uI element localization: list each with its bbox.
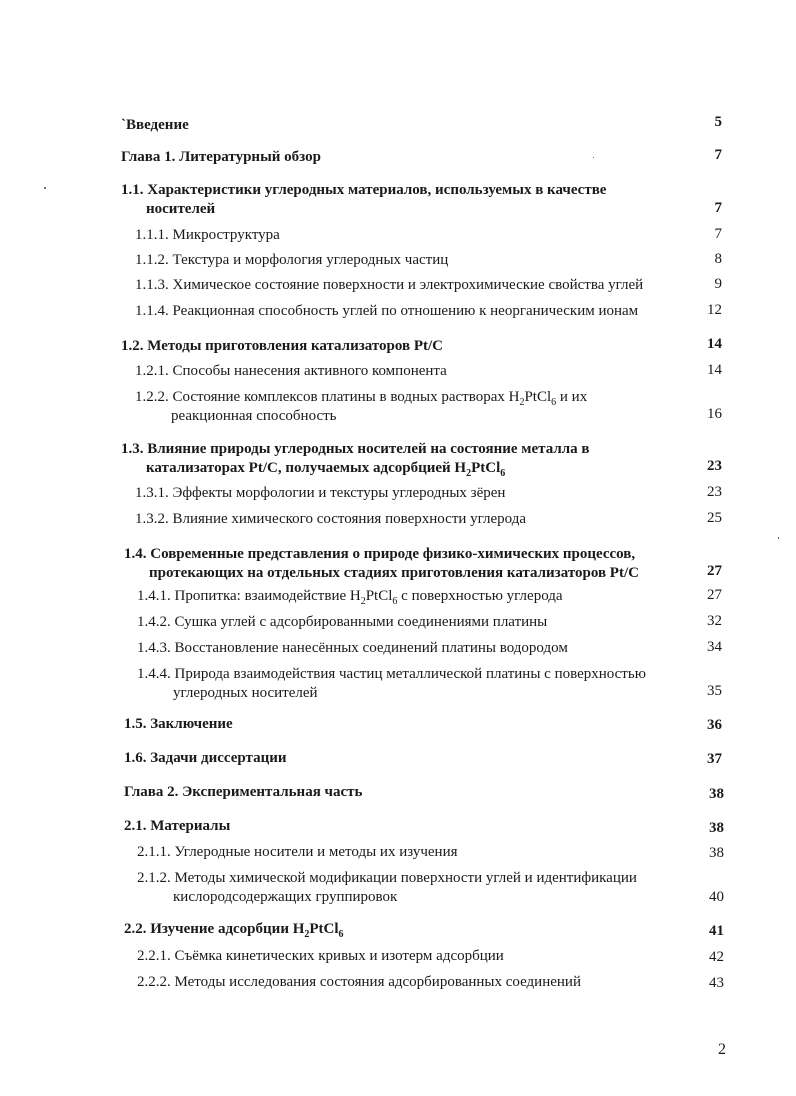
toc-page-number: 7 <box>714 200 722 216</box>
toc-entry-1-1-3: 1.1.3. Химическое состояние поверхности и электрохимические свойства углей <box>135 277 644 293</box>
toc-entry-1-3-2: 1.3.2. Влияние химического состояния поверхности углерода <box>135 511 527 527</box>
toc-page-number: 43 <box>709 975 724 991</box>
toc-page-number: 12 <box>707 302 722 318</box>
toc-entry-1-1: 1.1. Характеристики углеродных материалов, используемых в качестве носителей <box>121 182 607 217</box>
toc-page-number: 35 <box>707 683 722 699</box>
toc-entry-1-2-1: 1.2.1. Способы нанесения активного компонента <box>135 363 447 379</box>
toc-entry-2-1-1: 2.1.1. Углеродные носители и методы их изучения <box>137 844 458 860</box>
toc-entry-1-2: 1.2. Методы приготовления катализаторов Pt/C <box>121 338 444 354</box>
toc-page-number: 9 <box>714 276 722 292</box>
toc-entry-1-5: 1.5. Заключение <box>124 716 233 732</box>
toc-entry-1-4: 1.4. Современные представления о природе физико-химических процессов, протекающих на отдельных стадиях приготовления катализаторов Pt/C <box>124 546 639 581</box>
scan-speck <box>593 157 594 158</box>
toc-entry-1-4-4: 1.4.4. Природа взаимодействия частиц металлической платины с поверхностью углеродных носителей <box>137 666 646 701</box>
toc-entry-1-3-1: 1.3.1. Эффекты морфологии и текстуры углеродных зёрен <box>135 485 506 501</box>
toc-page-number: 42 <box>709 949 724 965</box>
toc-entry-1-1-1: 1.1.1. Микроструктура <box>135 227 280 243</box>
toc-entry-2-2-1: 2.2.1. Съёмка кинетических кривых и изотерм адсорбции <box>137 948 504 964</box>
toc-page-number: 41 <box>709 923 724 939</box>
toc-page-number: 38 <box>709 820 724 836</box>
toc-entry-2-2: 2.2. Изучение адсорбции $H_2PtCl_6$ <box>124 921 344 940</box>
scan-speck <box>44 187 46 189</box>
toc-page-number: 25 <box>707 510 722 526</box>
toc-entry-chapter-1: Глава 1. Литературный обзор <box>121 149 321 165</box>
toc-page-number: 14 <box>707 362 722 378</box>
toc-entry-1-6: 1.6. Задачи диссертации <box>124 750 287 766</box>
toc-entry-2-2-2: 2.2.2. Методы исследования состояния адсорбированных соединений <box>137 974 581 990</box>
toc-entry-1-2-2: 1.2.2. Состояние комплексов платины в водных растворах $H_2PtCl_6$ и их реакционная способность <box>135 389 588 424</box>
toc-page-number: 7 <box>714 226 722 242</box>
toc-entry-2-1: 2.1. Материалы <box>124 818 231 834</box>
toc-entry-chapter-2: Глава 2. Экспериментальная часть <box>124 784 363 800</box>
toc-page-number: 32 <box>707 613 722 629</box>
toc-page-number: 38 <box>709 845 724 861</box>
toc-entry-1-3: 1.3. Влияние природы углеродных носителей на состояние металла в катализаторах Pt/C, получаемых адсорбцией $H_2PtCl_6$ <box>121 441 590 479</box>
toc-page-number: 8 <box>714 251 722 267</box>
toc-entry-introduction: `Введение <box>121 117 189 133</box>
toc-page-number: 37 <box>707 751 722 767</box>
toc-entry-1-1-4: 1.1.4. Реакционная способность углей по отношению к неорганическим ионам <box>135 303 639 319</box>
toc-page-number: 34 <box>707 639 722 655</box>
toc-page-number: 23 <box>707 458 722 474</box>
toc-entry-1-4-1: 1.4.1. Пропитка: взаимодействие $H_2PtCl_6$ с поверхностью углерода <box>137 588 563 607</box>
toc-page-number: 23 <box>707 484 722 500</box>
toc-page-number: 27 <box>707 587 722 603</box>
toc-page-number: 14 <box>707 336 722 352</box>
toc-page-number: 40 <box>709 889 724 905</box>
toc-page-number: 16 <box>707 406 722 422</box>
scan-speck <box>778 537 779 539</box>
toc-entry-1-4-2: 1.4.2. Сушка углей с адсорбированными соединениями платины <box>137 614 548 630</box>
toc-entry-1-1-2: 1.1.2. Текстура и морфология углеродных частиц <box>135 252 449 268</box>
toc-entry-1-4-3: 1.4.3. Восстановление нанесённых соединений платины водородом <box>137 640 568 656</box>
toc-entry-2-1-2: 2.1.2. Методы химической модификации поверхности углей и идентификации кислородсодержащих группировок <box>137 870 637 905</box>
page-number: 2 <box>718 1041 726 1058</box>
toc-page-number: 5 <box>714 114 722 130</box>
toc-page-number: 27 <box>707 563 722 579</box>
toc-page-number: 38 <box>709 786 724 802</box>
toc-page-number: 36 <box>707 717 722 733</box>
toc-page-number: 7 <box>714 147 722 163</box>
